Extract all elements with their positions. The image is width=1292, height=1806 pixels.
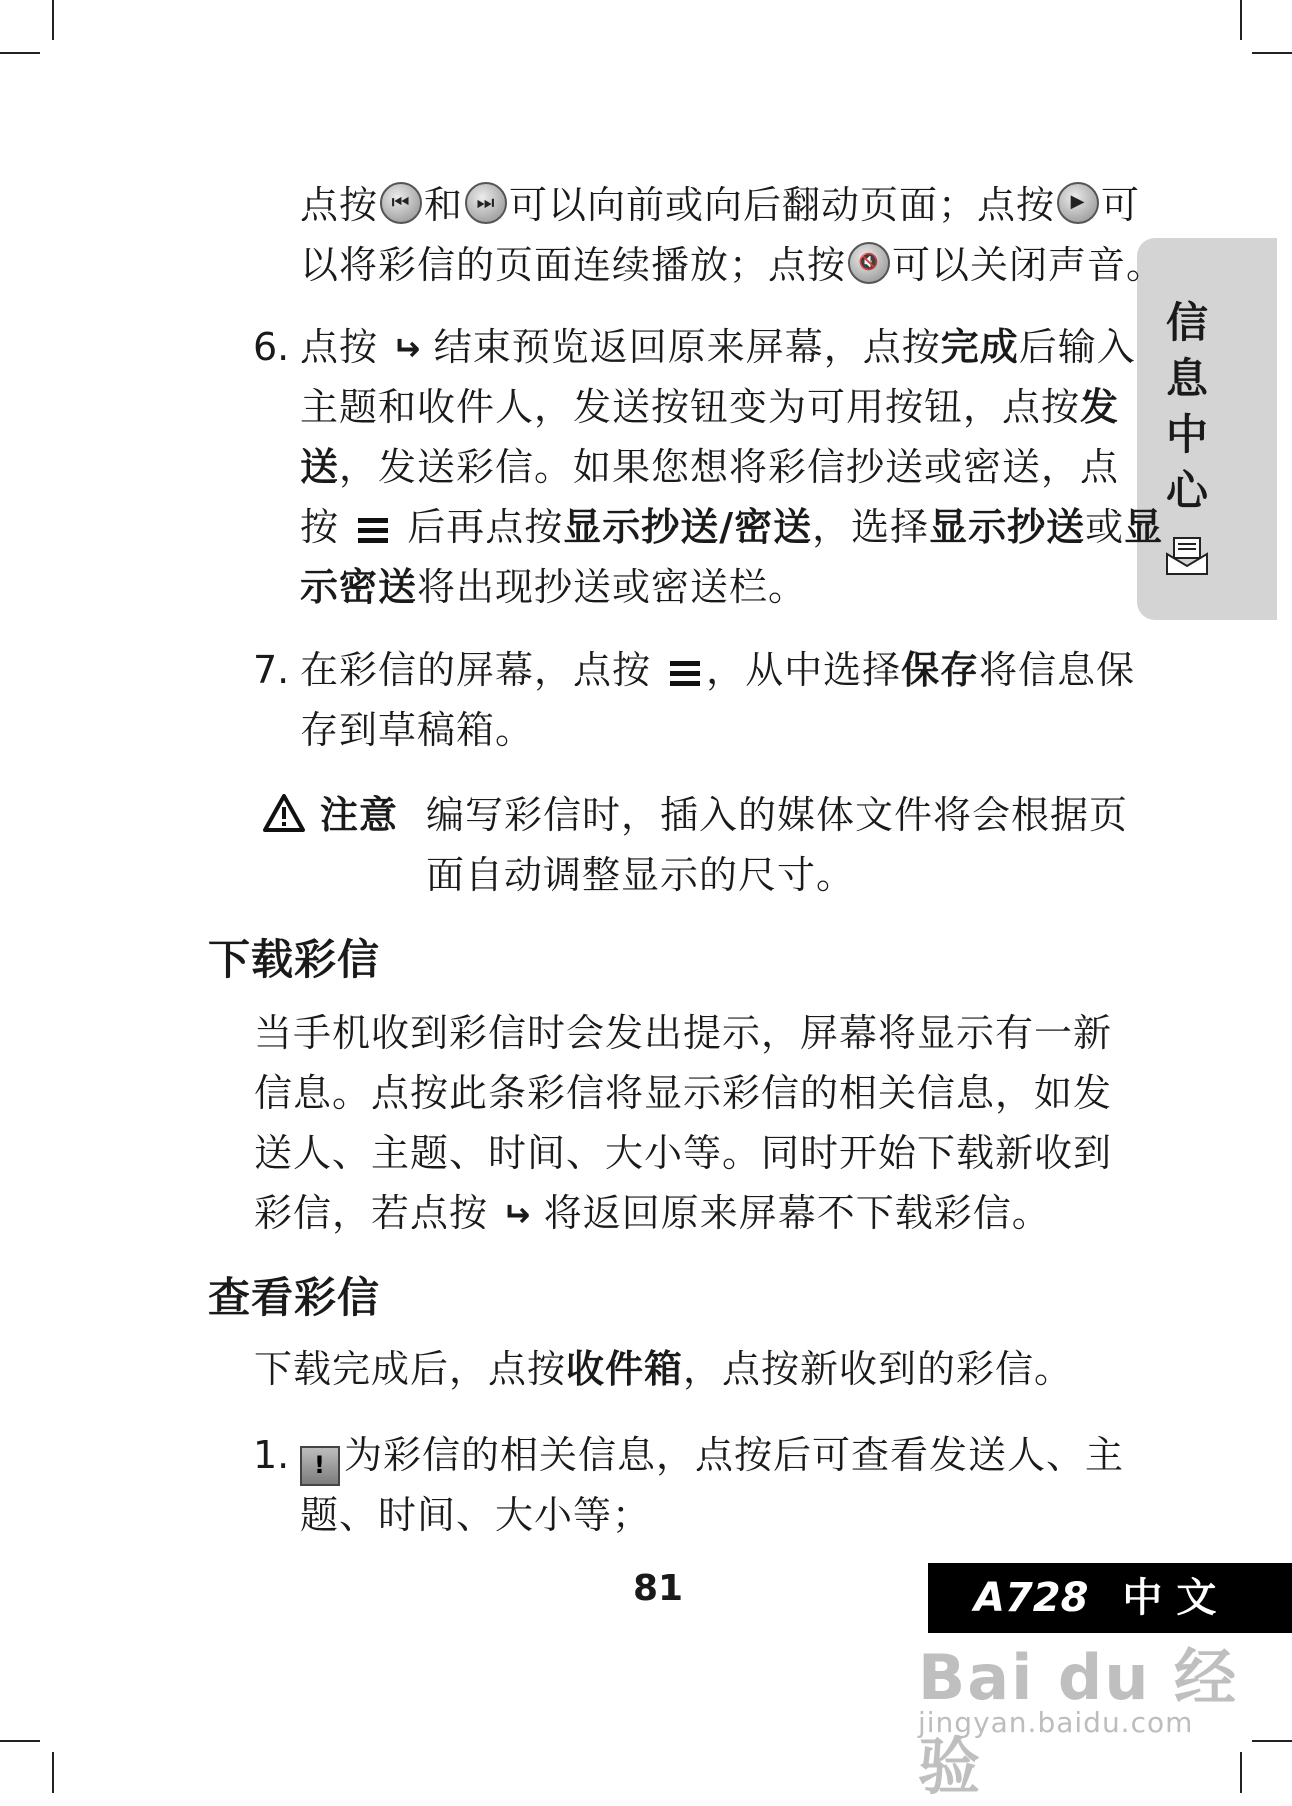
text: 彩信，若点按 [254, 1191, 489, 1235]
step-number: 6. [253, 325, 290, 369]
download-line-2: 信息。点按此条彩信将显示彩信的相关信息，如发 [254, 1071, 1113, 1115]
download-line-4 [254, 1184, 1051, 1244]
text: 下载完成后，点按 [254, 1347, 567, 1391]
bold-term: 保存 [901, 648, 980, 692]
text: 可 [1101, 183, 1141, 227]
menu-icon [358, 516, 388, 544]
text: 以将彩信的页面连续播放；点按 [300, 243, 847, 287]
view-item1-line-1 [300, 1426, 1124, 1486]
warning-icon [262, 793, 306, 833]
back-arrow-icon: ↵ [391, 329, 421, 369]
previous-page-icon [380, 182, 422, 224]
step-number: 7. [253, 648, 290, 692]
text: 和 [424, 183, 464, 227]
download-line-1: 当手机收到彩信时会发出提示，屏幕将显示有一新 [254, 1011, 1113, 1055]
bold-term: 显 [1124, 505, 1164, 549]
text: 主题和收件人，发送按钮变为可用按钮，点按 [300, 385, 1081, 429]
watermark-url: jingyan.baidu.com [918, 1706, 1194, 1739]
text: 点按 [300, 183, 379, 227]
model-name: A728 [974, 1575, 1089, 1621]
crop-mark [0, 1740, 40, 1742]
text: 或 [1085, 505, 1125, 549]
note-line-2: 面自动调整显示的尺寸。 [426, 853, 856, 897]
step7-line-1 [300, 641, 1135, 699]
side-tab-char: 息 [1165, 354, 1208, 403]
text: 将返回原来屏幕不下载彩信。 [543, 1191, 1051, 1235]
crop-mark [1252, 52, 1292, 54]
text: 后输入 [1018, 325, 1136, 369]
view-item1-line-2: 题、时间、大小等； [300, 1493, 652, 1537]
crop-mark [1240, 0, 1242, 40]
view-intro [254, 1340, 1073, 1398]
text: 结束预览返回原来屏幕，点按 [433, 325, 941, 369]
text: 注意 [320, 793, 399, 837]
text: ，点按新收到的彩信。 [683, 1347, 1074, 1391]
step6-line-1 [300, 318, 1136, 378]
intro-line-2 [300, 236, 1165, 294]
text: 可以向前或向后翻动页面；点按 [509, 183, 1056, 227]
bold-term: 收件箱 [566, 1347, 684, 1391]
envelope-icon [1165, 536, 1209, 576]
side-tab-char: 心 [1165, 466, 1208, 515]
text: ，选择 [812, 505, 930, 549]
side-tab-char: 中 [1165, 410, 1208, 459]
next-page-icon [465, 182, 507, 224]
bold-term: 显示抄送/密送 [563, 505, 813, 549]
menu-icon [670, 659, 700, 687]
page-number: 81 [633, 1568, 684, 1609]
text: 可以关闭声音。 [892, 243, 1166, 287]
note-label [320, 786, 398, 844]
step6-line-4 [300, 498, 1163, 556]
info-icon: ! [300, 1446, 340, 1486]
crop-mark [52, 1752, 54, 1793]
step6-line-5 [300, 558, 807, 616]
language-label: 中 文 [1122, 1575, 1217, 1621]
text: 为彩信的相关信息，点按后可查看发送人、主 [344, 1433, 1125, 1477]
text: ，发送彩信。如果您想将彩信抄送或密送，点 [339, 445, 1120, 489]
text: 点按 [300, 325, 379, 369]
play-icon [1057, 182, 1099, 224]
note-line-1: 编写彩信时，插入的媒体文件将会根据页 [426, 793, 1129, 837]
side-tab-char: 信 [1165, 298, 1208, 347]
back-arrow-icon: ↵ [501, 1195, 531, 1235]
download-line-3: 送人、主题、时间、大小等。同时开始下载新收到 [254, 1131, 1113, 1175]
bold-term: 显示抄送 [929, 505, 1086, 549]
text: 将出现抄送或密送栏。 [417, 565, 808, 609]
crop-mark [52, 0, 54, 40]
bold-term: 完成 [940, 325, 1019, 369]
step7-line-2: 存到草稿箱。 [300, 708, 535, 752]
crop-mark [0, 52, 40, 54]
section-heading: 查看彩信 [208, 1273, 381, 1322]
model-banner [928, 1563, 1292, 1633]
text: 将信息保 [979, 648, 1136, 692]
intro-line-1 [300, 176, 1140, 234]
mute-icon [848, 242, 890, 284]
bold-term: 送 [300, 445, 340, 489]
watermark-logo: Bai du 经验 [918, 1641, 1239, 1803]
text: 后再点按 [407, 505, 564, 549]
text: ，从中选择 [706, 648, 902, 692]
step-number: 1. [253, 1433, 290, 1477]
text: 按 [300, 505, 340, 549]
text: 在彩信的屏幕，点按 [300, 648, 652, 692]
step6-line-3 [300, 438, 1119, 496]
bold-term: 示密送 [300, 565, 418, 609]
section-heading: 下载彩信 [208, 935, 381, 984]
bold-term: 发 [1080, 385, 1120, 429]
step6-line-2 [300, 378, 1119, 436]
section-side-tab [1137, 238, 1277, 620]
